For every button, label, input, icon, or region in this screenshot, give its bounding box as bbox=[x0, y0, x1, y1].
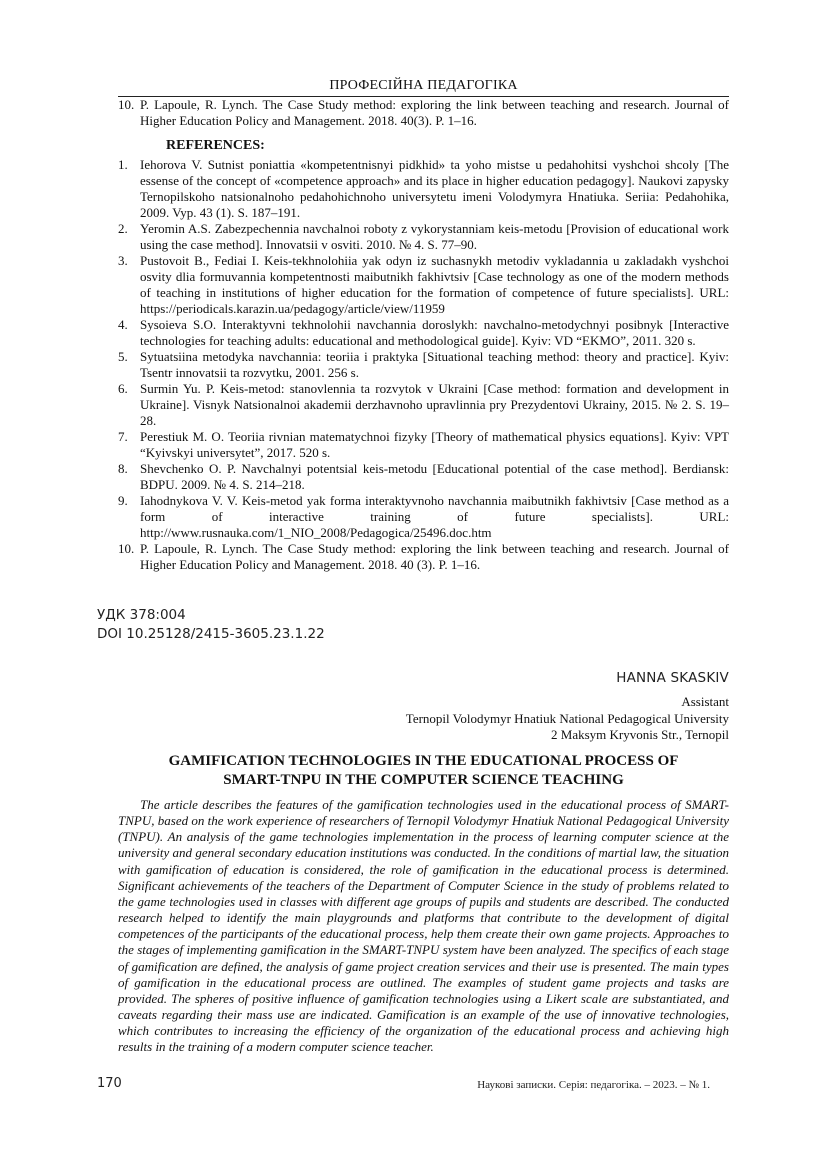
reference-text: Perestiuk M. O. Teoriia rivnian matematychnoi fizyky [Theory of mathematical physics equations]. Kyiv: VPT “Kyivskyi universytet”, 2017. 520 s. bbox=[140, 429, 729, 460]
list-item bbox=[118, 493, 729, 541]
reference-text: Pustovoit B., Fediai I. Keis-tekhnolohiia yak odyn iz suchasnykh metodiv vykladannia u zakladakh vyshchoi osvity dlia formuvannia kompetentnosti maibutnikh fakhivtsiv [Case technology as one of the modern methods of teaching in institutions of higher education for the formation of competence of future specialists]. URL: https://periodicals.karazin.ua/pedagogy/article/view/11959 bbox=[140, 253, 729, 316]
reference-text: P. Lapoule, R. Lynch. The Case Study method: exploring the link between teaching and research. Journal of Higher Education Policy and Management. 2018. 40 (3). P. 1–16. bbox=[140, 541, 729, 572]
list-item bbox=[118, 461, 729, 493]
article-identifiers bbox=[97, 606, 325, 644]
reference-number: 7. bbox=[118, 429, 128, 444]
list-item bbox=[118, 157, 729, 221]
university-address: 2 Maksym Kryvonis Str., Ternopil bbox=[551, 727, 729, 742]
doi: DOI 10.25128/2415-3605.23.1.22 bbox=[97, 626, 325, 642]
list-item bbox=[118, 221, 729, 253]
reference-number: 2. bbox=[118, 221, 128, 236]
abstract: The article describes the features of the gamification technologies used in the educational process of SMART-TNPU, based on the work experience of researchers of Ternopil Volodymyr Hnatiuk National Pedagogical University (TNPU). An analysis of the game technologies implementation in the process of learning computer science at the university and general secondary education institutions was conducted. In the conditions of martial law, the situation with gamification of education is considered, the role of gamification in the educational process is determined. Significant achievements of the teachers of the Department of Computer Science in the study of problems related to the game technologies used in classes with different age groups of pupils and students are described. The conducted research helped to identify the main playgrounds and platforms that contribute to the development of digital competences of the participants of the educational process, help them create their own game projects. Approaches to the stages of implementing gamification in the SMART-TNPU system have been analyzed. The specifics of each stage of gamification are defined, the analysis of game project creation services and their use is presented. The main types of gamification in the educational process are outlined. The examples of student game projects and tasks are provided. The spheres of positive influence of gamification technologies using a Likert scale are substantiated, and caveats regarding their mass use are indicated. Gamification is an example of the use of innovative technologies, which contributes to increasing the efficiency of the organization of the educational process and achieving high results in the training of a modern computer science teacher. bbox=[118, 797, 729, 1055]
reference-text: Yeromin A.S. Zabezpechennia navchalnoi roboty z vykorystanniam keis-metodu [Provision of educational work using the case method]. Innovatsii v osviti. 2010. № 4. S. 77–90. bbox=[140, 221, 729, 252]
list-item bbox=[118, 317, 729, 349]
article-title bbox=[118, 752, 729, 790]
reference-number: 4. bbox=[118, 317, 128, 332]
reference-text: Surmin Yu. P. Keis-metod: stanovlennia ta rozvytok v Ukraini [Case method: formation and development in Ukraine]. Visnyk Natsionalnoi akademii derzhavnoho upravlinnia pry Prezydentovi Ukrainy, 2015. № 2. S. 19–28. bbox=[140, 381, 729, 428]
list-item bbox=[118, 349, 729, 381]
reference-text: Sytuatsiina metodyka navchannia: teoriia i praktyka [Situational teaching method: theory and practice]. Kyiv: Tsentr innovatsii ta rozvytku, 2001. 256 s. bbox=[140, 349, 729, 380]
reference-number: 8. bbox=[118, 461, 128, 476]
reference-number: 3. bbox=[118, 253, 128, 268]
list-item bbox=[118, 253, 729, 317]
running-head: ПРОФЕСІЙНА ПЕДАГОГІКА bbox=[329, 78, 518, 93]
reference-text: P. Lapoule, R. Lynch. The Case Study method: exploring the link between teaching and research. Journal of Higher Education Policy and Management. 2018. 40(3). P. 1–16. bbox=[140, 97, 729, 128]
list-item bbox=[118, 97, 729, 129]
references-list bbox=[118, 157, 729, 573]
reference-number: 6. bbox=[118, 381, 128, 396]
reference-text: Shevchenko O. P. Navchalnyi potentsial keis-metodu [Educational potential of the case method]. Berdiansk: BDPU. 2009. № 4. S. 214–218. bbox=[140, 461, 729, 492]
reference-number: 5. bbox=[118, 349, 128, 364]
author-name: HANNA SKASKIV bbox=[616, 670, 729, 686]
udk-code: УДК 378:004 bbox=[97, 607, 186, 623]
reference-number: 10. bbox=[118, 97, 135, 112]
reference-number: 1. bbox=[118, 157, 128, 172]
reference-number: 10. bbox=[118, 541, 135, 556]
list-item bbox=[118, 381, 729, 429]
previous-reference-list bbox=[118, 97, 729, 129]
author-affiliation bbox=[406, 694, 729, 744]
journal-footer: Наукові записки. Серія: педагогіка. – 2023. – № 1. bbox=[477, 1079, 710, 1091]
list-item bbox=[118, 429, 729, 461]
reference-number: 9. bbox=[118, 493, 128, 508]
list-item bbox=[118, 541, 729, 573]
reference-text: Iehorova V. Sutnist poniattia «kompetentnisnyi pidkhid» ta yoho mistse u pedahohitsi vyshchoi shcoly [The essense of the concept of «competence approach» and its place in higher education pedagogy]. Naukovi zapysky Ternopilskoho natsionalnoho pedahohichnoho universytetu imeni Volodymyra Hnatiuka. Seriia: Pedahohika, 2009. Vyp. 43 (1). S. 187–191. bbox=[140, 157, 729, 220]
page-number: 170 bbox=[97, 1076, 122, 1091]
title-line: GAMIFICATION TECHNOLOGIES IN THE EDUCATIONAL PROCESS OF bbox=[168, 753, 679, 769]
references-heading: REFERENCES: bbox=[166, 138, 265, 153]
title-line: SMART-TNPU IN THE COMPUTER SCIENCE TEACHING bbox=[223, 772, 624, 788]
reference-text: Iahodnykova V. V. Keis-metod yak forma interaktyvnoho navchannia maibutnikh fakhivtsiv [Case method as a form of interactive training of future specialists]. URL: http://www.rusnauka.com/1_NIO_2008/Pedagogica/25496.doc.htm bbox=[140, 493, 729, 540]
reference-text: Sysoieva S.O. Interaktyvni tekhnolohii navchannia doroslykh: navchalno-metodychnyi posibnyk [Interactive technologies for teaching adults: educational and methodological guide]. Kyiv: VD “EKMO”, 2011. 320 s. bbox=[140, 317, 729, 348]
university-name: Ternopil Volodymyr Hnatiuk National Pedagogical University bbox=[405, 710, 729, 726]
author-position: Assistant bbox=[681, 694, 729, 709]
